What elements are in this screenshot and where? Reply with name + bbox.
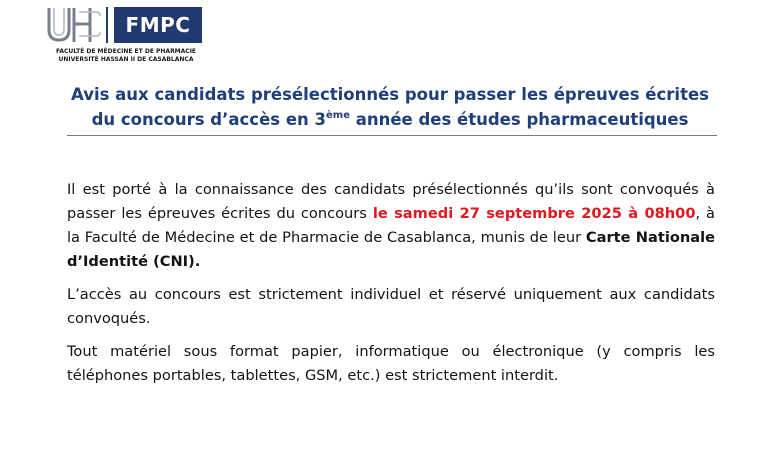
notice-title-line1: Avis aux candidats présélectionnés pour passer les épreuves écrites xyxy=(71,85,709,104)
notice-title-line2 xyxy=(0,107,780,132)
title-line2-end: année des études pharmaceutiques xyxy=(349,110,689,129)
exam-date-highlight: le samedi 27 septembre 2025 à 08h00 xyxy=(372,205,696,222)
cni-requirement: Carte Nationale d’Identité (CNI). xyxy=(67,229,715,270)
paragraph-prohibited-items: Tout matériel sous format papier, informatique ou électronique (y compris les téléphones portables, tablettes, GSM, etc.) est strictement interdit. xyxy=(67,343,715,384)
convocation-text-start: Il est porté à la connaissance des candidats présélectionnés qu’ils sont convoqués à passer les épreuves écrites du concours xyxy=(67,181,715,222)
notice-body xyxy=(67,178,715,397)
logo-divider xyxy=(106,7,108,43)
paragraph-access: L’accès au concours est strictement individuel et réservé uniquement aux candidats convoqués. xyxy=(67,286,715,327)
paragraph-convocation xyxy=(67,178,715,274)
convocation-text-middle: , à la Faculté de Médecine et de Pharmacie de Casablanca, munis de leur xyxy=(67,205,715,246)
faculty-logo xyxy=(46,6,236,64)
university-name: UNIVERSITÉ HASSAN II DE CASABLANCA xyxy=(58,56,194,63)
fmpc-badge xyxy=(114,7,202,43)
title-ordinal-superscript: ème xyxy=(326,109,350,121)
title-underline xyxy=(67,135,717,136)
university-emblem-icon xyxy=(46,6,102,44)
logo-row xyxy=(46,6,236,44)
notice-title xyxy=(0,82,780,132)
fmpc-logo-text: FMPC xyxy=(125,13,191,37)
title-line2-start: du concours d’accès en 3 xyxy=(91,110,326,129)
faculty-name: FACULTÉ DE MÉDECINE ET DE PHARMACIE xyxy=(55,48,197,55)
